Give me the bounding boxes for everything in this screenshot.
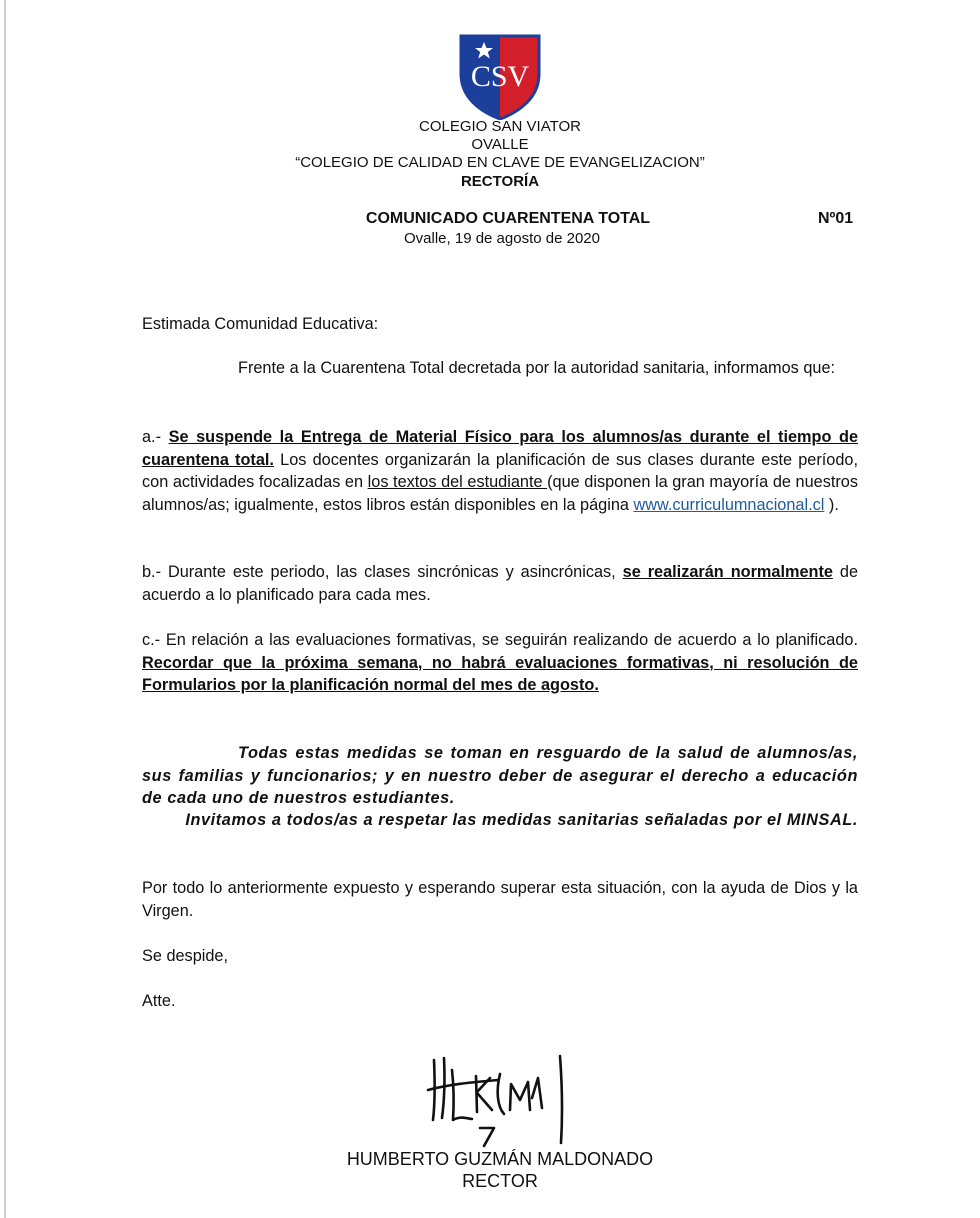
intro-text: Frente a la Cuarentena Total decretada por la autoridad sanitaria, informamos que: xyxy=(238,359,836,377)
school-motto: “COLEGIO DE CALIDAD EN CLAVE DE EVANGELIZACION” xyxy=(295,154,705,171)
farewell-text: Se despide, xyxy=(142,947,228,965)
minsal-statement: Invitamos a todos/as a respetar las medidas sanitarias señaladas por el MINSAL. xyxy=(185,811,858,829)
measures-statement xyxy=(142,742,858,810)
paragraph-b-text2: de acuerdo a lo planificado para cada mes. xyxy=(142,563,858,604)
atte-text: Atte. xyxy=(142,992,176,1010)
paragraph-b-text1: b.- Durante este periodo, las clases sincrónicas y asincrónicas, xyxy=(142,563,623,581)
document-number: Nº01 xyxy=(818,210,854,227)
greeting: Estimada Comunidad Educativa: xyxy=(142,315,379,333)
paragraph-a-text1: Los docentes organizarán la planificación de sus clases durante este período, con actividades focalizadas en xyxy=(142,450,858,491)
school-city: OVALLE xyxy=(471,136,529,153)
paragraph-a-text2: (que disponen la gran mayoría de nuestros alumnos/as; igualmente, estos libros están disponibles en la página xyxy=(142,473,858,514)
document-title: COMUNICADO CUARENTENA TOTAL xyxy=(365,210,651,227)
handwritten-signature xyxy=(420,1048,570,1150)
paragraph-a-highlight: Se suspende la Entrega de Material Físico para los alumnos/as durante el tiempo de cuarentena total. xyxy=(142,428,858,469)
paragraph-a xyxy=(142,426,858,516)
signer-role: RECTOR xyxy=(462,1171,538,1191)
document-date: Ovalle, 19 de agosto de 2020 xyxy=(404,230,600,247)
paragraph-a-prefix: a.- xyxy=(142,428,169,446)
signer-name: HUMBERTO GUZMÁN MALDONADO xyxy=(346,1149,654,1169)
curriculum-link[interactable]: www.curriculumnacional.cl xyxy=(633,495,825,514)
svg-text:CSV: CSV xyxy=(470,60,530,93)
paragraph-b xyxy=(142,561,858,606)
paragraph-a-end: ). xyxy=(824,495,839,514)
paragraph-c-highlight: Recordar que la próxima semana, no habrá evaluaciones formativas, ni resolución de Formularios por la planificación normal del mes de agosto. xyxy=(142,653,858,694)
paragraph-c xyxy=(142,629,858,697)
school-name: COLEGIO SAN VIATOR xyxy=(419,118,581,135)
school-crest-logo xyxy=(457,30,543,120)
paragraph-a-underline: los textos del estudiante xyxy=(367,473,548,491)
paragraph-b-highlight: se realizarán normalmente xyxy=(622,563,833,581)
intro-paragraph xyxy=(142,357,858,380)
measures-text: Todas estas medidas se toman en resguardo de la salud de alumnos/as, sus familias y funcionarios; y en nuestro deber de asegurar el derecho a educación de cada uno de nuestros estudiantes. xyxy=(142,744,858,807)
office-name: RECTORÍA xyxy=(460,173,540,190)
paragraph-c-text1: c.- En relación a las evaluaciones formativas, se seguirán realizando de acuerdo a lo planificado. xyxy=(142,631,858,649)
closing-paragraph: Por todo lo anteriormente expuesto y esperando superar esta situación, con la ayuda de Dios y la Virgen. xyxy=(142,879,858,920)
